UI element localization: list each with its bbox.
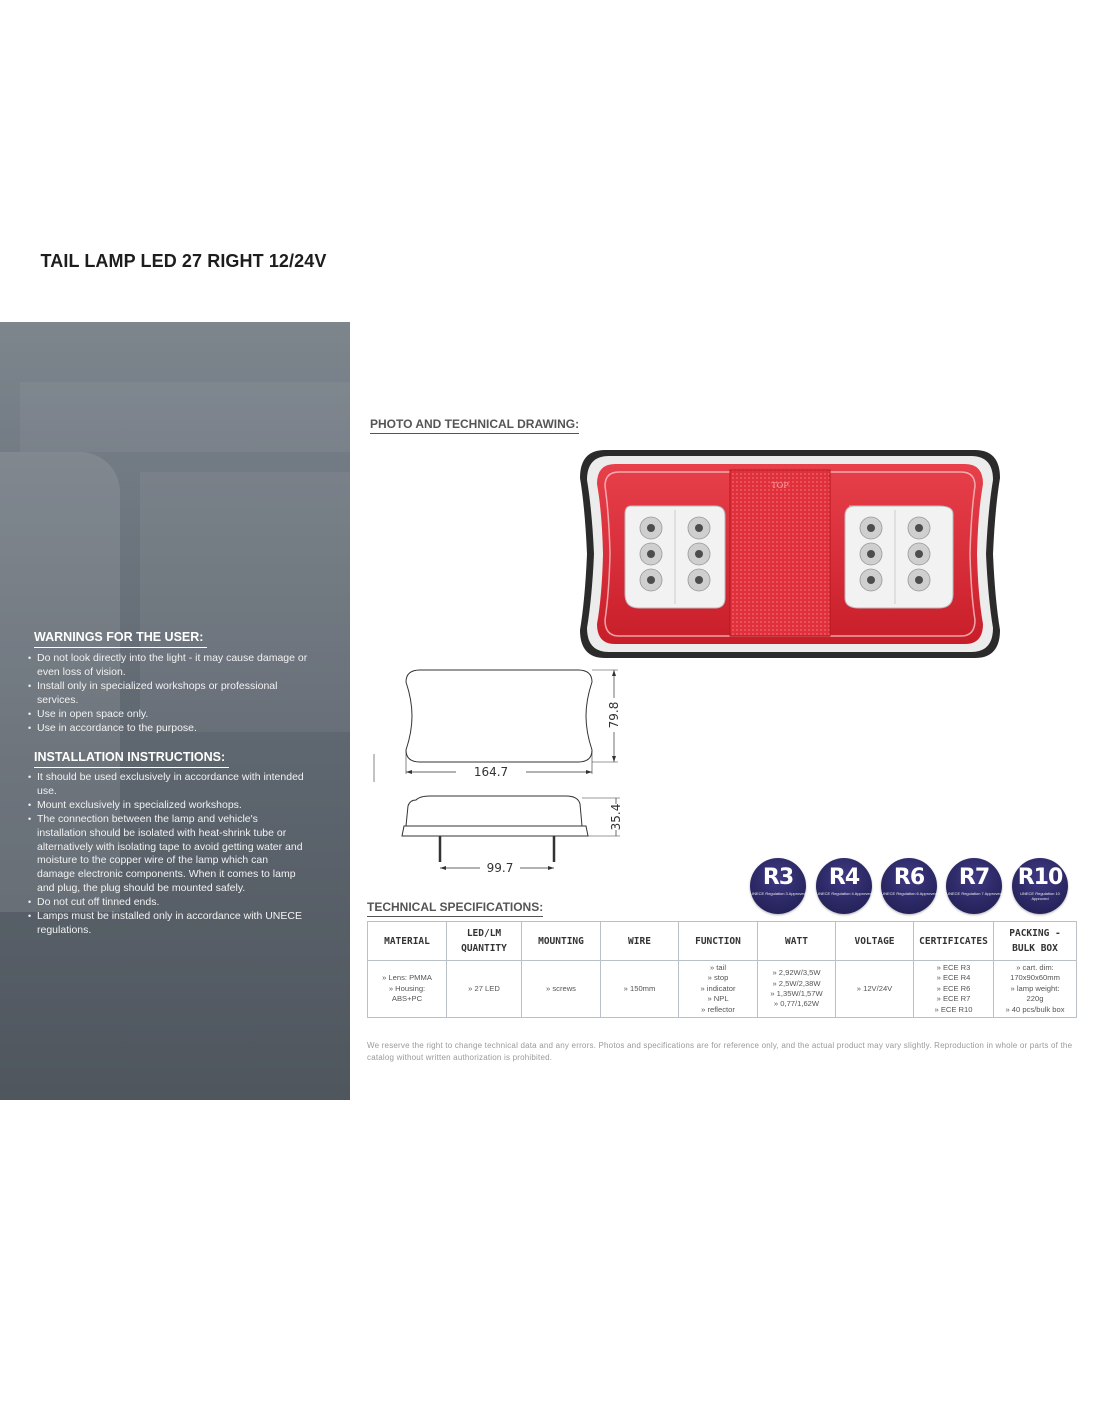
spec-value-row bbox=[368, 961, 1077, 1018]
warnings-heading: WARNINGS FOR THE USER: bbox=[34, 630, 207, 648]
spec-cell-line: » 2,92W/3,5W bbox=[772, 968, 821, 978]
list-item: • Use in accordance to the purpose. bbox=[28, 722, 308, 736]
spec-cell-line: » ECE R7 bbox=[936, 994, 971, 1004]
spec-cell-line: » indicator bbox=[700, 983, 736, 993]
list-item: • Install only in specialized workshops or professional services. bbox=[28, 680, 308, 708]
spec-column-header: VOLTAGE bbox=[836, 922, 914, 961]
spec-column-header: WIRE bbox=[601, 922, 679, 961]
badge-r10 bbox=[1012, 858, 1068, 914]
spec-column-header: WATT bbox=[758, 922, 836, 961]
spec-cell-line: » 1,35W/1,57W bbox=[770, 989, 823, 999]
spec-cell bbox=[522, 961, 601, 1018]
badge-r3 bbox=[750, 858, 806, 914]
list-item: • The connection between the lamp and vehicle's installation should be isolated with heat-shrink tube or alternatively with isolating tape to avoid getting water and moisture to the copper wire of the lamp which can damage electronic components. When it comes to lamp and plug, the plug should be mounted safely. bbox=[28, 813, 308, 896]
spec-cell-line: » 150mm bbox=[623, 983, 656, 993]
spec-cell bbox=[368, 961, 447, 1018]
spec-cell bbox=[758, 961, 836, 1018]
badge-r6 bbox=[881, 858, 937, 914]
spec-cell-line: » ECE R4 bbox=[936, 973, 971, 983]
spec-cell-line: » 0,77/1,62W bbox=[773, 999, 820, 1009]
list-item: • Lamps must be installed only in accordance with UNECE regulations. bbox=[28, 910, 308, 938]
installation-heading: INSTALLATION INSTRUCTIONS: bbox=[34, 750, 229, 768]
spec-cell-line: » 2,5W/2,38W bbox=[772, 978, 821, 988]
spec-heading: TECHNICAL SPECIFICATIONS: bbox=[367, 900, 543, 917]
spec-cell bbox=[994, 961, 1077, 1018]
spec-cell-line: » Lens: PMMA bbox=[382, 973, 432, 983]
badge-caption: UNECE Regulation 7 Approved bbox=[946, 891, 1002, 896]
dimension-length: 164.7 bbox=[473, 765, 509, 779]
list-item: • Do not cut off tinned ends. bbox=[28, 896, 308, 910]
list-item: • Do not look directly into the light - it may cause damage or even loss of vision. bbox=[28, 652, 308, 680]
list-item: • It should be used exclusively in accordance with intended use. bbox=[28, 771, 308, 799]
badge-code: R3 bbox=[762, 865, 794, 890]
badge-r7 bbox=[946, 858, 1002, 914]
spec-cell-line: » reflector bbox=[701, 1004, 735, 1014]
dimension-depth: 35.4 bbox=[609, 803, 623, 831]
spec-cell bbox=[447, 961, 522, 1018]
badge-code: R10 bbox=[1017, 865, 1063, 890]
spec-cell-line: » ECE R6 bbox=[936, 983, 971, 993]
badge-code: R7 bbox=[958, 865, 990, 890]
photo-heading: PHOTO AND TECHNICAL DRAWING: bbox=[370, 417, 579, 434]
spec-cell-line: 220g bbox=[1026, 994, 1044, 1004]
spec-column-header: PACKING - BULK BOX bbox=[994, 922, 1077, 961]
spec-column-header: FUNCTION bbox=[679, 922, 758, 961]
lamp-photo bbox=[575, 448, 1005, 660]
spec-column-header: LED/LM QUANTITY bbox=[447, 922, 522, 961]
background-truck-shape bbox=[20, 382, 350, 452]
spec-cell-line: » stop bbox=[707, 973, 729, 983]
spec-cell bbox=[914, 961, 994, 1018]
badge-caption: UNECE Regulation 6 Approved bbox=[881, 891, 937, 896]
lamp-top-marking: TOP bbox=[771, 481, 789, 490]
spec-header-row bbox=[368, 922, 1077, 961]
spec-cell-line: » cart. dim: bbox=[1016, 963, 1054, 972]
badge-r4 bbox=[816, 858, 872, 914]
spec-table bbox=[367, 921, 1077, 1018]
badge-caption: UNECE Regulation 4 Approved bbox=[816, 891, 872, 896]
spec-column-header: MATERIAL bbox=[368, 922, 447, 961]
dimension-height: 79.8 bbox=[607, 701, 621, 729]
spec-column-header: MOUNTING bbox=[522, 922, 601, 961]
badge-code: R4 bbox=[828, 865, 860, 890]
spec-cell-line: » Housing: bbox=[388, 983, 426, 993]
badge-caption: UNECE Regulation 10 Approved bbox=[1020, 891, 1060, 901]
dimension-spacing: 99.7 bbox=[486, 861, 514, 875]
list-item: • Mount exclusively in specialized workshops. bbox=[28, 799, 308, 813]
spec-cell bbox=[679, 961, 758, 1018]
spec-cell-line: 170x90x60mm bbox=[1010, 973, 1060, 983]
disclaimer: We reserve the right to change technical data and any errors. Photos and specifications are for reference only, and the actual product may vary slightly. Reproduction in whole or parts of the catalog without written authorization is prohibited. bbox=[367, 1041, 1073, 1062]
spec-cell-line: » lamp weight: bbox=[1010, 983, 1060, 993]
spec-cell-line: ABS+PC bbox=[391, 994, 423, 1004]
spec-cell-line: » screws bbox=[546, 983, 576, 993]
badge-code: R6 bbox=[893, 865, 925, 890]
certification-badges bbox=[750, 858, 1080, 916]
spec-cell bbox=[836, 961, 914, 1018]
warnings-list bbox=[28, 652, 308, 735]
spec-cell-line: » 27 LED bbox=[468, 983, 500, 993]
list-item: • Use in open space only. bbox=[28, 708, 308, 722]
badge-caption: UNECE Regulation 3 Approved bbox=[750, 891, 806, 896]
spec-cell-line: » tail bbox=[709, 963, 727, 972]
spec-column-header: CERTIFICATES bbox=[914, 922, 994, 961]
spec-cell-line: » 40 pcs/bulk box bbox=[1005, 1004, 1065, 1014]
technical-drawing bbox=[370, 666, 660, 886]
spec-cell bbox=[601, 961, 679, 1018]
installation-list bbox=[28, 771, 308, 938]
spec-cell-line: » NPL bbox=[707, 994, 729, 1004]
spec-cell-line: » ECE R3 bbox=[936, 963, 971, 972]
spec-cell-line: » ECE R10 bbox=[934, 1004, 973, 1014]
spec-cell-line: » 12V/24V bbox=[856, 983, 893, 993]
product-title: TAIL LAMP LED 27 RIGHT 12/24V bbox=[27, 245, 340, 277]
